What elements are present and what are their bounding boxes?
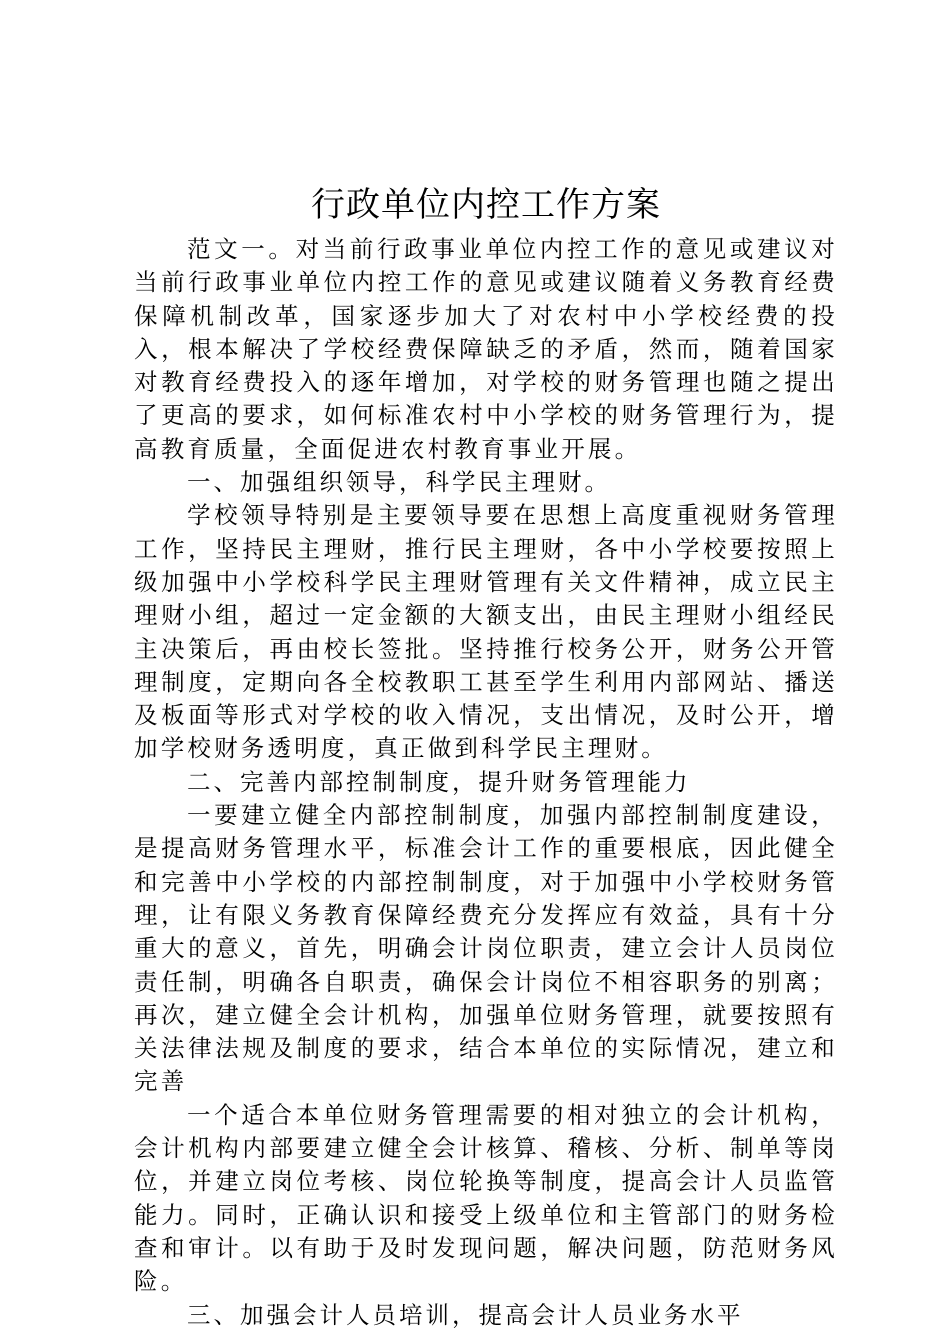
section-heading-3: 三、加强会计人员培训，提高会计人员业务水平: [187, 1300, 744, 1329]
paragraph-intro: 范文一。对当前行政事业单位内控工作的意见或建议对当前行政事业单位内控工作的意见或建议随着义务教育经费保障机制改革，国家逐步加大了对农村中小学校经费的投入，根本解决了学校经费保障缺乏的矛盾，然而，随着国家对教育经费投入的逐年增加，对学校的财务管理也随之提出了更高的要求，如何标准农村中小学校的财务管理行为，提高教育质量，全面促进农村教育事业开展。: [134, 235, 838, 463]
document-body: [134, 233, 838, 1332]
paragraph-section-2a: 一要建立健全内部控制制度，加强内部控制制度建设，是提高财务管理水平，标准会计工作的重要根底，因此健全和完善中小学校的内部控制制度，对于加强中小学校财务管理，让有限义务教育保障经费充分发挥应有效益，具有十分重大的意义，首先，明确会计岗位职责，建立会计人员岗位责任制，明确各自职责，确保会计岗位不相容职务的别离；再次，建立健全会计机构，加强单位财务管理，就要按照有关法律法规及制度的要求，结合本单位的实际情况，建立和完善: [134, 801, 838, 1096]
paragraph-section-2b: 一个适合本单位财务管理需要的相对独立的会计机构，会计机构内部要建立健全会计核算、稽核、分析、制单等岗位，并建立岗位考核、岗位轮换等制度，提高会计人员监管能力。同时，正确认识和接受上级单位和主管部门的财务检查和审计。以有助于及时发现问题，解决问题，防范财务风险。: [134, 1100, 838, 1296]
paragraph-section-1: 学校领导特别是主要领导要在思想上高度重视财务管理工作，坚持民主理财，推行民主理财，各中小学校要按照上级加强中小学校科学民主理财管理有关文件精神，成立民主理财小组，超过一定金额的大额支出，由民主理财小组经民主决策后，再由校长签批。坚持推行校务公开，财务公开管理制度，定期向各全校教职工甚至学生利用内部网站、播送及板面等形式对学校的收入情况，支出情况，及时公开，增加学校财务透明度，真正做到科学民主理财。: [134, 501, 838, 763]
section-heading-2: 二、完善内部控制制度，提升财务管理能力: [187, 767, 691, 796]
section-heading-1: 一、加强组织领导，科学民主理财。: [187, 468, 611, 497]
document-title: 行政单位内控工作方案: [311, 185, 661, 225]
